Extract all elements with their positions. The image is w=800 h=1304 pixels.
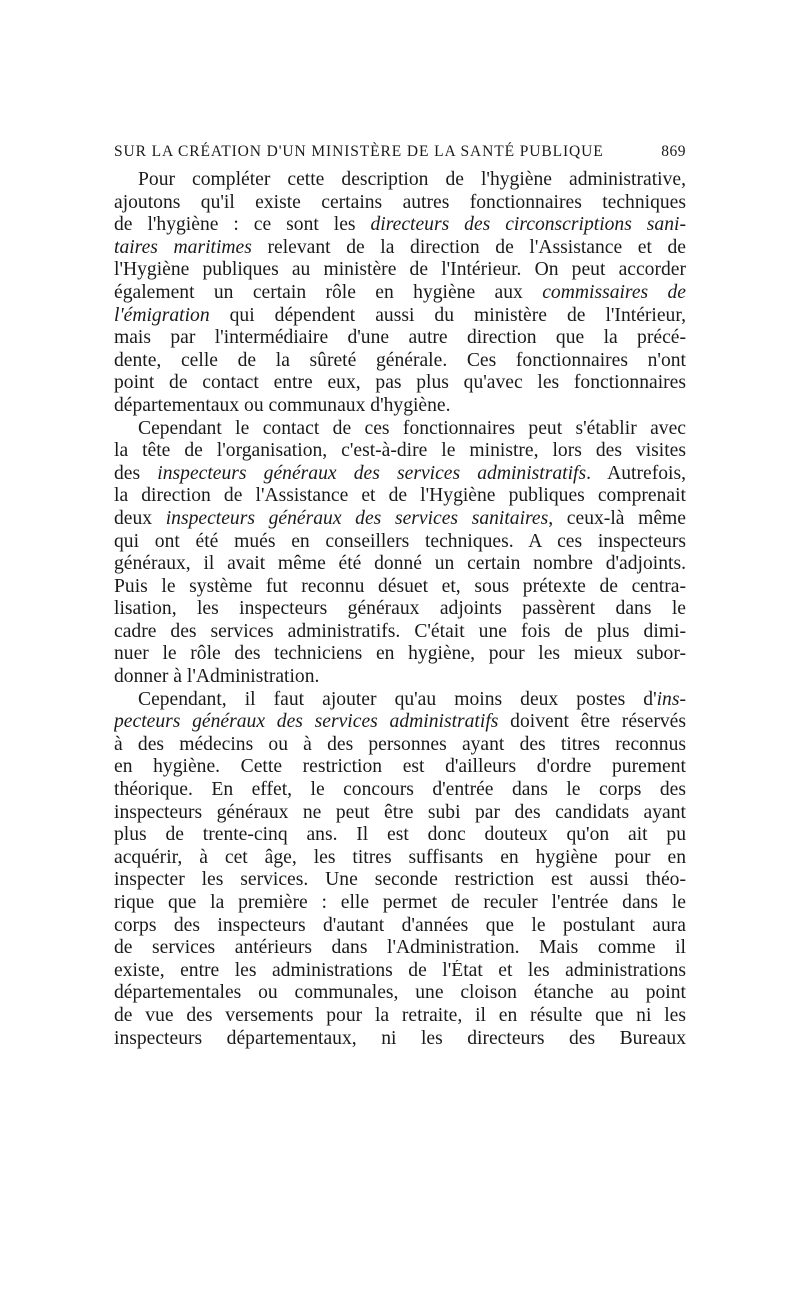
paragraph bbox=[114, 169, 686, 418]
text-line bbox=[114, 779, 686, 802]
italic-text: inspecteurs généraux des services sanitaires bbox=[165, 507, 549, 529]
text-run: donner à l'Administration. bbox=[114, 666, 320, 688]
text-run: inspecter les services. Une seconde restriction est aussi théo- bbox=[114, 869, 686, 891]
italic-text: commissaires de bbox=[542, 281, 686, 303]
text-run: inspecteurs généraux ne peut être subi par des candidats ayant bbox=[114, 801, 686, 823]
text-run: mais par l'intermédiaire d'une autre direction que la précé- bbox=[114, 327, 686, 349]
text-run: relevant de la direction de l'Assistance et de bbox=[251, 236, 686, 258]
text-run: point de contact entre eux, pas plus qu'avec les fonctionnaires bbox=[114, 372, 686, 394]
text-run: acquérir, à cet âge, les titres suffisants en hygiène pour en bbox=[114, 846, 686, 868]
text-line bbox=[114, 892, 686, 915]
text-run: plus de trente-cinq ans. Il est donc douteux qu'on ait pu bbox=[114, 824, 686, 846]
text-run: corps des inspecteurs d'autant d'années que le postulant aura bbox=[114, 914, 686, 936]
paragraph bbox=[114, 418, 686, 689]
text-line bbox=[114, 237, 686, 260]
text-run: la tête de l'organisation, c'est-à-dire le ministre, lors des visites bbox=[114, 440, 686, 462]
text-run: Cependant le contact de ces fonctionnaires peut s'établir avec bbox=[138, 417, 686, 439]
text-line bbox=[114, 576, 686, 599]
text-line bbox=[114, 734, 686, 757]
text-run: lisation, les inspecteurs généraux adjoints passèrent dans le bbox=[114, 598, 686, 620]
text-line bbox=[114, 169, 686, 192]
text-run: nuer le rôle des techniciens en hygiène, pour les mieux subor- bbox=[114, 643, 686, 665]
text-run: la direction de l'Assistance et de l'Hygiène publiques comprenait bbox=[114, 485, 686, 507]
text-line bbox=[114, 192, 686, 215]
text-run: rique que la première : elle permet de reculer l'entrée dans le bbox=[114, 892, 686, 913]
text-line bbox=[114, 1005, 686, 1028]
text-line bbox=[114, 598, 686, 621]
text-line bbox=[114, 531, 686, 554]
text-run: Pour compléter cette description de l'hygiène administrative, bbox=[138, 169, 686, 190]
text-run: de services antérieurs dans l'Administration. Mais comme il bbox=[114, 937, 686, 959]
text-line bbox=[114, 463, 686, 486]
text-line bbox=[114, 305, 686, 328]
text-line bbox=[114, 982, 686, 1005]
page-number: 869 bbox=[661, 143, 686, 160]
text-run: existe, entre les administrations de l'État et les administrations bbox=[114, 959, 686, 981]
text-run: qui ont été mués en conseillers techniques. A ces inspecteurs bbox=[114, 530, 686, 552]
text-run: également un certain rôle en hygiène aux bbox=[114, 281, 543, 303]
text-run: doivent être réservés bbox=[498, 711, 686, 733]
text-line bbox=[114, 440, 686, 463]
paragraph bbox=[114, 689, 686, 1051]
italic-text: inspecteurs généraux des services administratifs bbox=[157, 462, 587, 484]
running-title: SUR LA CRÉATION D'UN MINISTÈRE DE LA SANTÉ PUBLIQUE bbox=[114, 143, 604, 160]
text-run: départementaux ou communaux d'hygiène. bbox=[114, 394, 451, 416]
text-line bbox=[114, 395, 686, 418]
text-line bbox=[114, 282, 686, 305]
italic-text: pecteurs généraux des services administratifs bbox=[114, 711, 499, 733]
running-header bbox=[114, 143, 686, 167]
text-line bbox=[114, 960, 686, 983]
body-text bbox=[114, 169, 686, 1050]
text-run: qui dépendent aussi du ministère de l'Intérieur, bbox=[209, 304, 686, 326]
text-line bbox=[114, 485, 686, 508]
text-run: de l'hygiène : ce sont les bbox=[114, 214, 371, 236]
text-line bbox=[114, 259, 686, 282]
text-line bbox=[114, 1028, 686, 1051]
text-run: deux bbox=[114, 507, 166, 529]
text-line bbox=[114, 869, 686, 892]
text-run: de vue des versements pour la retraite, il en résulte que ni les bbox=[114, 1004, 686, 1026]
text-line bbox=[114, 937, 686, 960]
text-line bbox=[114, 802, 686, 825]
text-run: Cependant, il faut ajouter qu'au moins deux postes d' bbox=[138, 688, 657, 710]
text-line bbox=[114, 915, 686, 938]
text-line bbox=[114, 689, 686, 712]
text-run: , ceux-là même bbox=[548, 507, 686, 529]
text-run: Puis le système fut reconnu désuet et, sous prétexte de centra- bbox=[114, 575, 686, 597]
text-line bbox=[114, 711, 686, 734]
text-line bbox=[114, 553, 686, 576]
italic-text: ins- bbox=[656, 688, 686, 710]
text-line bbox=[114, 214, 686, 237]
text-line bbox=[114, 847, 686, 870]
text-run: à des médecins ou à des personnes ayant des titres reconnus bbox=[114, 733, 686, 755]
text-run: généraux, il avait même été donné un certain nombre d'adjoints. bbox=[114, 553, 686, 575]
text-run: dente, celle de la sûreté générale. Ces fonctionnaires n'ont bbox=[114, 349, 686, 371]
text-line bbox=[114, 350, 686, 373]
italic-text: l'émigration bbox=[114, 304, 210, 326]
italic-text: taires maritimes bbox=[114, 236, 252, 258]
text-run: théorique. En effet, le concours d'entrée dans le corps des bbox=[114, 779, 686, 801]
text-line bbox=[114, 621, 686, 644]
book-page bbox=[114, 143, 686, 1050]
text-line bbox=[114, 756, 686, 779]
text-run: départementales ou communales, une cloison étanche au point bbox=[114, 982, 686, 1004]
text-run: . Autrefois, bbox=[586, 462, 686, 484]
text-line bbox=[114, 508, 686, 531]
text-line bbox=[114, 643, 686, 666]
text-run: l'Hygiène publiques au ministère de l'Intérieur. On peut accorder bbox=[114, 259, 686, 281]
italic-text: directeurs des circonscriptions sani- bbox=[370, 214, 686, 236]
text-run: en hygiène. Cette restriction est d'ailleurs d'ordre purement bbox=[114, 756, 686, 778]
text-run: des bbox=[114, 462, 158, 484]
text-line bbox=[114, 372, 686, 395]
text-line bbox=[114, 327, 686, 350]
text-line bbox=[114, 418, 686, 441]
text-run: cadre des services administratifs. C'était une fois de plus dimi- bbox=[114, 620, 686, 642]
text-run: ajoutons qu'il existe certains autres fonctionnaires techniques bbox=[114, 191, 686, 213]
text-line bbox=[114, 666, 686, 689]
text-run: inspecteurs départementaux, ni les directeurs des Bureaux bbox=[114, 1027, 686, 1049]
text-line bbox=[114, 824, 686, 847]
